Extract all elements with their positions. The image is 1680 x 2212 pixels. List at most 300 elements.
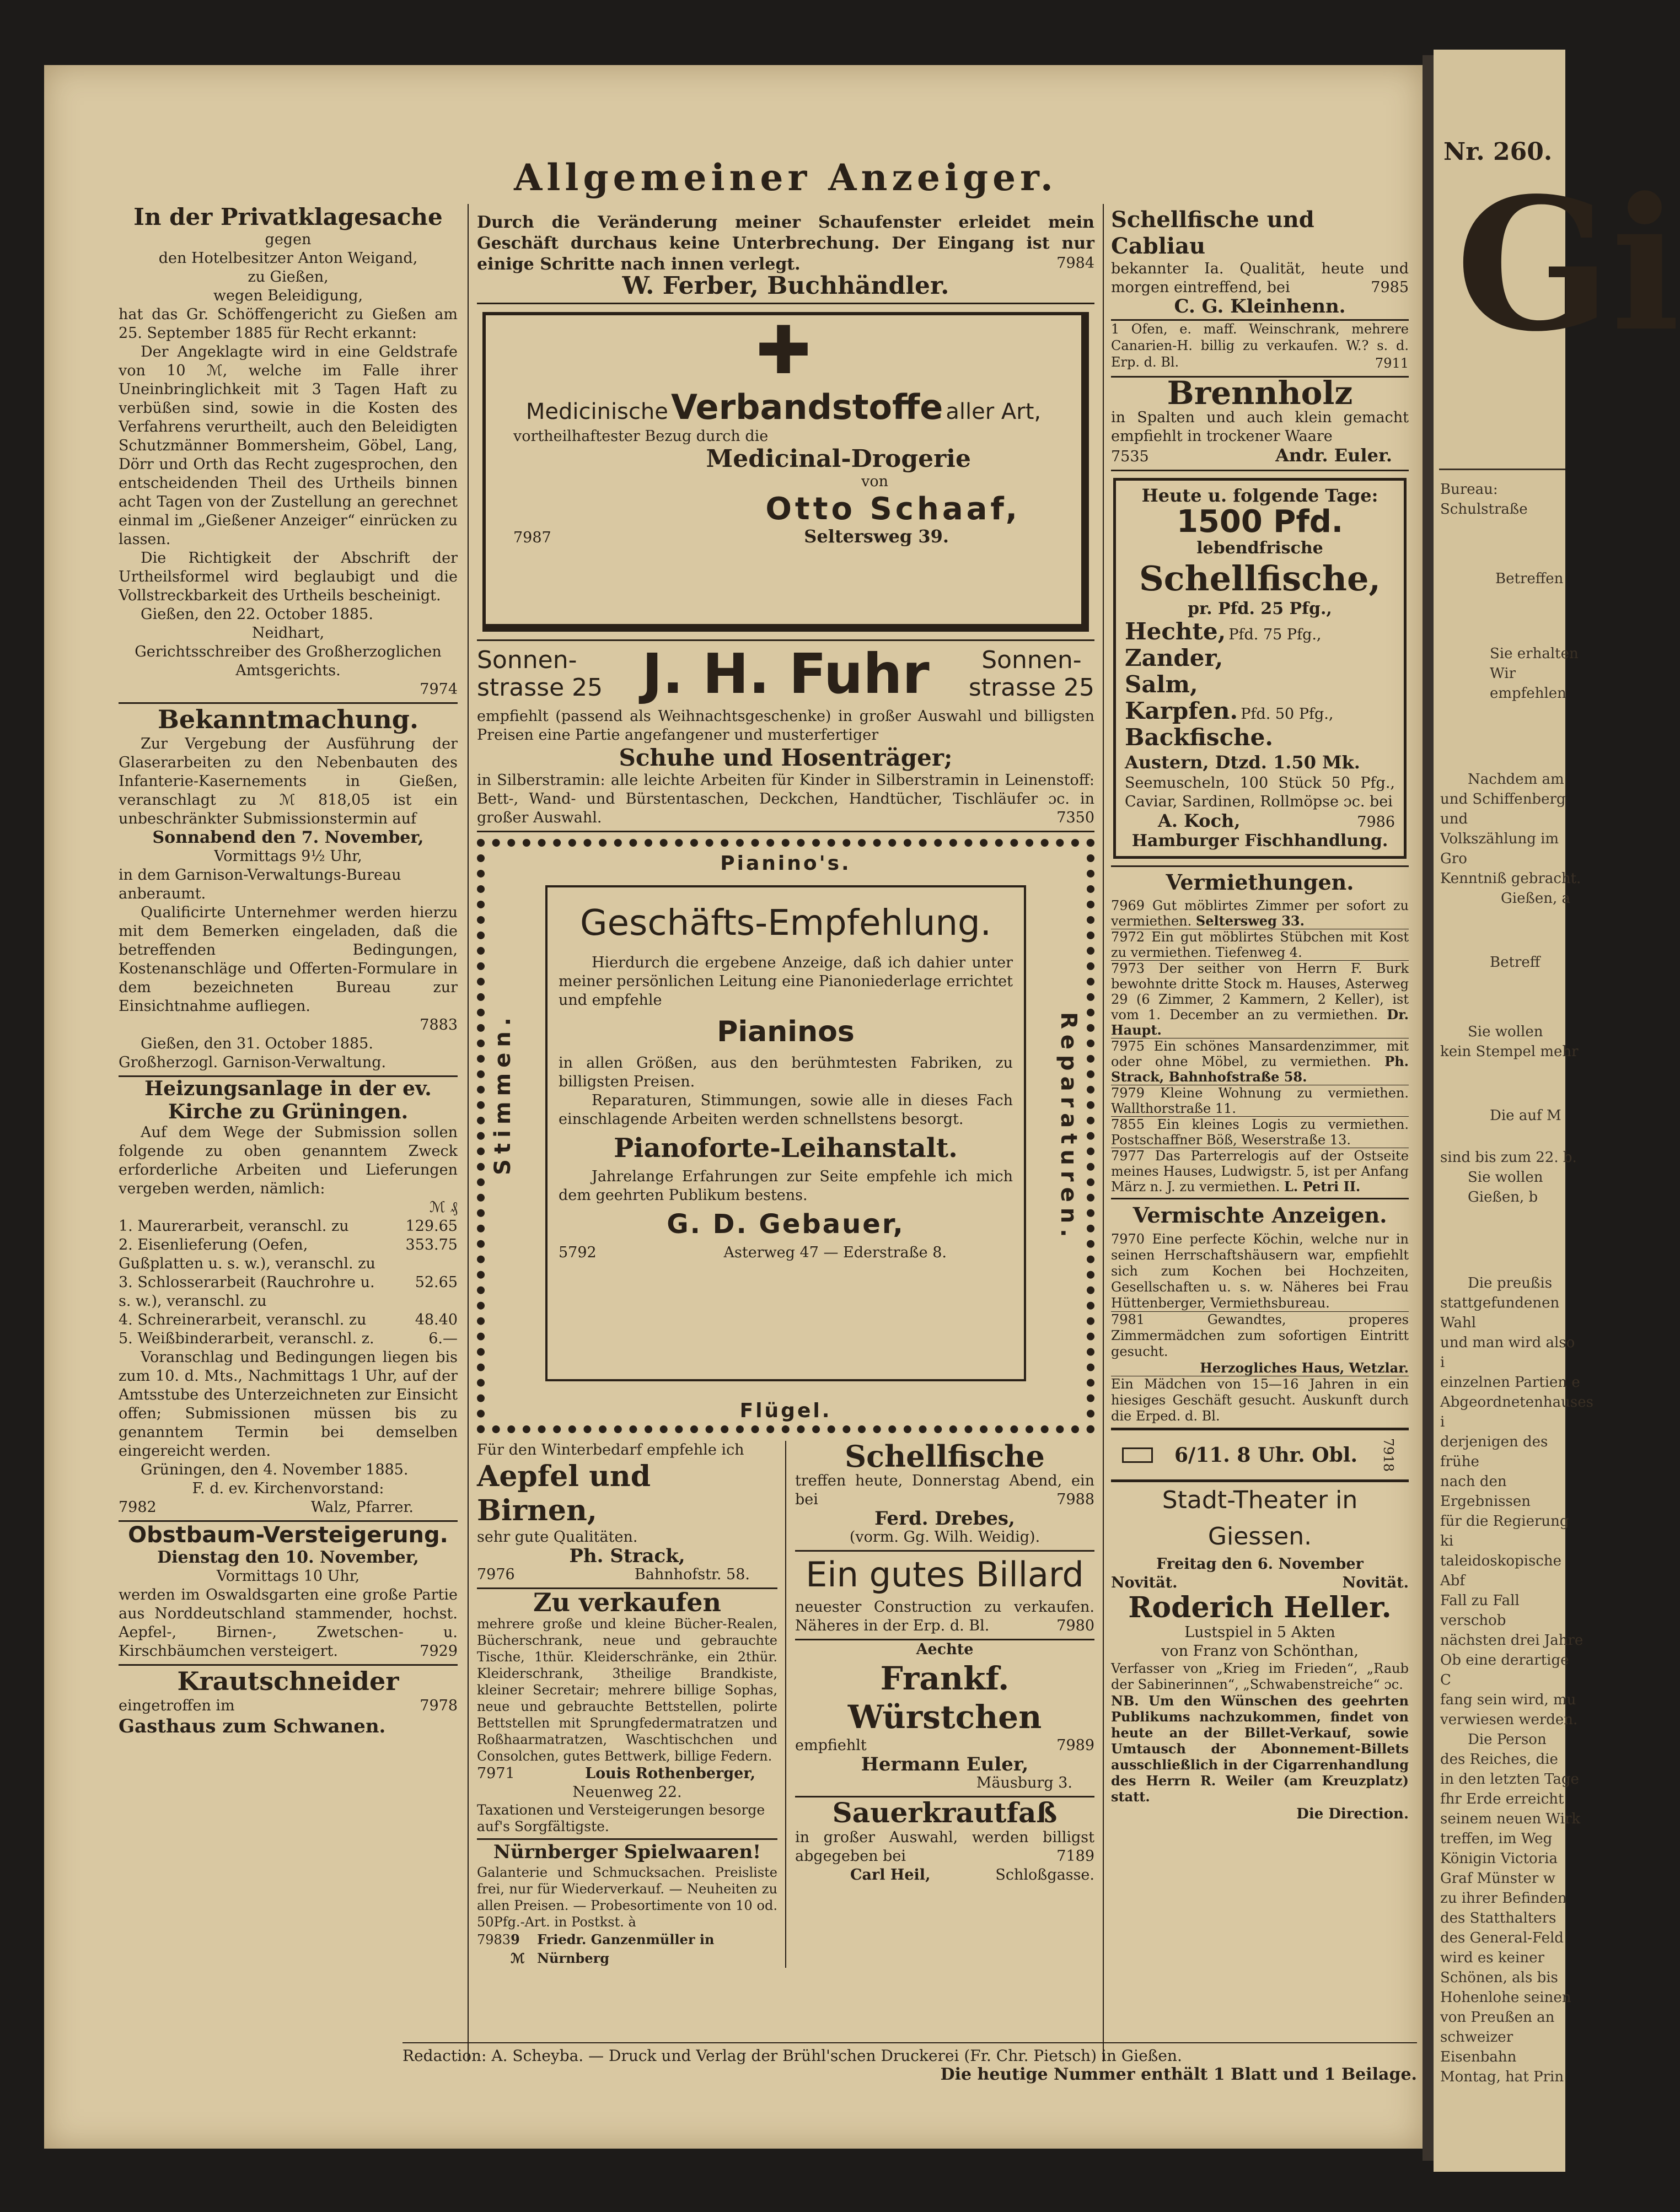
next-line: Volkszählung im Gro xyxy=(1440,831,1559,867)
koch-line2: lebendfrische xyxy=(1196,539,1323,558)
gebauer-leih: Pianoforte-Leihanstalt. xyxy=(614,1133,958,1164)
nuernberg-ad xyxy=(477,1840,777,1968)
billard-text: neuester Construction zu verkaufen. Näheres in der Erp. d. Bl. xyxy=(795,1599,1094,1634)
sauerkraut-title: Sauerkrautfaß xyxy=(832,1796,1058,1829)
ad-number: 7971 xyxy=(477,1765,515,1782)
gebauer-text3: Reparaturen, Stimmungen, sowie alle in dieses Fach einschlagende Arbeiten werden schnellstens besorgt. xyxy=(559,1092,1013,1128)
bekanntmachung-title: Bekanntmachung. xyxy=(158,704,418,734)
verkaufen-text: mehrere große und kleine Bücher-Realen, Bücherschrank, neue und gebrauchte Tische, 1thür. Kleiderschränke, ein 2thür. Kleiderschrank, 3theilige Brandkiste, kleiner Secretair; mehrere billige Sophas, neue und gebrauchte Bettstellen, polirte Bettstellen mit Sprungfedermatratzen und Roßhaarmatratzen, Waschtischchen und Consolchen, gutes Bettwerk, billige Federn. xyxy=(477,1616,777,1764)
gebauer-name: G. D. Gebauer, xyxy=(667,1209,905,1240)
koch-name: A. Koch, xyxy=(1158,810,1241,831)
vermiethung-body: Gut möblirtes Zimmer per sofort zu vermiethen. xyxy=(1111,898,1409,929)
schaaf-von: von xyxy=(861,473,888,490)
vermiethung-name: L. Petri II. xyxy=(1284,1178,1361,1194)
next-line: schweizer Eisenbahn xyxy=(1440,2029,1517,2065)
heizung-item-label: 3. Schlosserarbeit (Rauchrohre u. s. w.), veranschl. zu xyxy=(119,1274,375,1310)
next-line: Königin Victoria xyxy=(1440,1850,1558,1867)
vermiethung-text xyxy=(1111,961,1409,1038)
ad-number: 7535 xyxy=(1111,448,1149,465)
divider xyxy=(1111,470,1409,471)
next-line: nächsten drei Jahre xyxy=(1440,1632,1584,1649)
ad-number: 7883 xyxy=(420,1016,458,1034)
middle-column xyxy=(477,212,1094,1968)
strack-name: Ph. Strack, xyxy=(569,1545,685,1567)
obl-notice xyxy=(1111,1430,1409,1479)
book-spine xyxy=(1423,55,1434,2161)
koch-item xyxy=(1125,724,1395,751)
koch-item xyxy=(1125,645,1395,671)
billard-ad xyxy=(795,1552,1094,1635)
gebauer-ad xyxy=(477,839,1094,1433)
next-line: Wir empfehlen xyxy=(1490,665,1566,702)
next-line: nach den Ergebnissen xyxy=(1440,1473,1531,1510)
vermiethung-name: Wallthorstraße 11. xyxy=(1111,1101,1237,1116)
ad-number: 7350 xyxy=(1056,809,1094,826)
nuernberg-footer xyxy=(477,1930,777,1968)
kleinhenn-text: bekannter Ia. Qualität, heute und morgen eintreffend, bei xyxy=(1111,260,1409,296)
next-line: für die Regierung ki xyxy=(1440,1513,1569,1549)
gebauer-pianinos: Pianinos xyxy=(717,1015,855,1048)
fuhr-text2: in Silberstramin: alle leichte Arbeiten für Kinder in Silberstramin in Leinenstoff: Bett-, Wand- und Bürstentaschen, Deckchen, Handtücher, Tischläufer ɔc. in großer Auswahl. xyxy=(477,772,1094,826)
next-line: Die Person xyxy=(1468,1731,1547,1748)
rectangle-icon xyxy=(1122,1447,1153,1463)
next-line: und Schiffenberg und xyxy=(1440,791,1566,827)
ad-number: 7970 xyxy=(1111,1231,1145,1247)
next-line: Gießen, a xyxy=(1501,890,1571,907)
vermischte-body: Gewandtes, properes Zimmermädchen zum sofortigen Eintritt gesucht. xyxy=(1111,1312,1409,1359)
theater-author2: Verfasser von „Krieg im Frieden“, „Raub der Sabinerinnen“, „Schwabenstreiche“ ɔc. xyxy=(1111,1661,1409,1693)
vermiethung-text xyxy=(1111,1038,1409,1085)
fuhr-header xyxy=(477,641,1094,707)
bekanntmachung-notice xyxy=(119,704,458,1072)
next-line: zu ihrer Befinden xyxy=(1440,1890,1567,1907)
next-line: und man wird also i xyxy=(1440,1334,1575,1371)
koch-item-name: Karpfen. xyxy=(1125,697,1238,724)
vermiethung-body: Kleine Wohnung zu vermiethen. xyxy=(1160,1085,1409,1101)
vermiethung-text xyxy=(1111,1117,1409,1148)
ad-number: 7979 xyxy=(1111,1085,1145,1101)
bekanntmachung-date-line: Sonnabend den 7. November, xyxy=(152,828,424,847)
wuerstchen-text: empfiehlt xyxy=(795,1737,867,1754)
bekanntmachung-date: Gießen, den 31. October 1885. xyxy=(141,1035,373,1052)
privatklage-line: den Hotelbesitzer Anton Weigand, xyxy=(158,250,418,267)
vermiethungen-title: Vermiethungen. xyxy=(1166,870,1354,895)
gebauer-inner xyxy=(545,885,1026,1381)
next-line: Ob eine derartige C xyxy=(1440,1652,1569,1688)
strack-big: Aepfel und Birnen, xyxy=(477,1460,651,1527)
gebauer-left: Stimmen. xyxy=(490,1012,516,1175)
next-line: Sie wollen xyxy=(1468,1024,1543,1040)
kraut-notice xyxy=(119,1666,458,1737)
vermiethung-name: Seltersweg 33. xyxy=(1195,913,1305,929)
heizung-item-value: 6.— xyxy=(428,1330,458,1347)
sauerkraut-name: Carl Heil, xyxy=(850,1866,931,1883)
koch-item xyxy=(1125,698,1395,724)
vermischte-sign: Herzogliches Haus, Wetzlar. xyxy=(1200,1360,1409,1376)
koch-item-name: Salm, xyxy=(1125,671,1198,698)
middle-split xyxy=(477,1441,1094,1968)
ad-number: 7983 xyxy=(477,1932,511,1947)
theater-nov-right: Novität. xyxy=(1342,1574,1409,1592)
verkaufen-tax: Taxationen und Versteigerungen besorge auf's Sorgfältigste. xyxy=(477,1802,765,1834)
koch-title: Schellfische, xyxy=(1139,558,1381,599)
obstbaum-notice xyxy=(119,1522,458,1661)
page-title: Allgemeiner Anzeiger. xyxy=(514,156,1058,199)
heizung-date: Grüningen, den 4. November 1885. xyxy=(141,1461,409,1478)
vermiethung-body: Ein gut möblirtes Stübchen mit Kost zu vermiethen. xyxy=(1111,929,1409,960)
brennholz-ad xyxy=(1111,374,1409,466)
koch-line3: pr. Pfd. 25 Pfg., xyxy=(1188,599,1332,618)
kraut-row xyxy=(119,1697,458,1715)
heizung-signer-title: F. d. ev. Kirchenvorstand: xyxy=(192,1480,384,1497)
koch-austern: Austern, Dtzd. 1.50 Mk. xyxy=(1125,752,1360,773)
sauerkraut-ad xyxy=(795,1797,1094,1885)
ferber-text: Durch die Veränderung meiner Schaufenster erleidet mein Geschäft durchaus keine Unterbrechung. Der Eingang ist nur einige Schritte nach innen verlegt. xyxy=(477,213,1094,274)
next-page-masthead: Gi xyxy=(1456,158,1680,372)
vermischte-title: Vermischte Anzeigen. xyxy=(1132,1203,1387,1228)
ad-number: 7986 xyxy=(1357,814,1395,831)
heizung-item xyxy=(119,1217,458,1236)
koch-shop: Hamburger Fischhandlung. xyxy=(1131,831,1388,851)
column-rule xyxy=(1103,204,1104,2062)
gebauer-top: Pianino's. xyxy=(720,852,851,875)
theater-novelty xyxy=(1111,1574,1409,1592)
brennholz-title: Brennholz xyxy=(1167,374,1353,412)
next-page-text xyxy=(1440,480,1593,2087)
vermiethung-name: Ph. Strack, Bahnhofstraße 58. xyxy=(1111,1053,1409,1085)
koch-line1: Heute u. folgende Tage: xyxy=(1141,485,1378,506)
nuernberg-title: Nürnberger Spielwaaren! xyxy=(493,1841,761,1863)
ad-number: 7929 xyxy=(420,1643,458,1660)
middle-sub-right xyxy=(786,1441,1094,1968)
ad-number: 7984 xyxy=(1056,255,1094,272)
ferber-ad xyxy=(477,212,1094,299)
verkaufen-ad xyxy=(477,1589,777,1835)
koch-item-price: Pfd. 50 Pfg., xyxy=(1241,706,1334,723)
divider xyxy=(477,303,1094,304)
next-line: des Reiches, die xyxy=(1440,1751,1558,1768)
next-line: Die preußis xyxy=(1468,1275,1553,1291)
privatklage-judgment: Der Angeklagte wird in eine Geldstrafe von 10 ℳ, welche im Falle ihrer Uneinbringlichkeit mit 3 Tagen Haft zu verbüßen sind, sowie in die Kosten des Verfahrens verurtheilt, auch den Beleidigten Schutzmänner Bommersheim, Göbel, Lang, Dörr und Orth das Recht zugesprochen, den entscheidenden Theil des Urtheils binnen acht Tagen von der Zustellung an gerechnet einmal im „Gießener Anzeiger“ einrücken zu lassen. xyxy=(119,343,458,548)
theater-ad xyxy=(1111,1482,1409,1823)
kleinhenn-ad xyxy=(1111,207,1409,316)
vermiethungen-section xyxy=(1111,867,1409,1194)
vermischte-text xyxy=(1111,1231,1409,1311)
ad-number: 7977 xyxy=(1111,1148,1145,1164)
next-line: sind bis zum 22. b. xyxy=(1440,1149,1577,1166)
footer-imprint: Redaction: A. Scheyba. — Druck und Verlag der Brühl'schen Druckerei (Fr. Chr. Pietsch) in Gießen. xyxy=(402,2047,1182,2065)
next-line: Hohenlohe seinen xyxy=(1440,1989,1571,2006)
footer xyxy=(402,2042,1417,2084)
heizung-item xyxy=(119,1273,458,1311)
wuerstchen-name: Hermann Euler, xyxy=(861,1753,1029,1775)
wuerstchen-addr: Mäusburg 3. xyxy=(976,1774,1072,1791)
heizung-item xyxy=(119,1330,458,1348)
gebauer-text: Hierdurch die ergebene Anzeige, daß ich dahier unter meiner persönlichen Leitung eine Pianoniederlage errichtet und empfehle xyxy=(559,954,1013,1009)
ad-number: 7987 xyxy=(513,529,551,546)
privatklage-line: wegen Beleidigung, xyxy=(213,287,363,304)
schaaf-addr: Seltersweg 39. xyxy=(804,526,949,547)
theater-genre: Lustspiel in 5 Akten xyxy=(1184,1624,1335,1641)
strack-footer xyxy=(477,1565,777,1584)
schaaf-headline xyxy=(486,387,1081,427)
ad-number: 7976 xyxy=(477,1566,515,1583)
privatklage-signer: Neidhart, xyxy=(251,625,325,642)
theater-play: Roderich Heller. xyxy=(1128,1591,1392,1625)
theater-date: Freitag den 6. November xyxy=(1156,1556,1364,1573)
next-line: fang sein wird, mu xyxy=(1440,1692,1576,1708)
sauerkraut-footer xyxy=(795,1866,1094,1885)
divider xyxy=(477,831,1094,832)
next-line: verwiesen werden. xyxy=(1440,1712,1578,1728)
sauerkraut-text: in großer Auswahl, werden billigst abgegeben bei xyxy=(795,1829,1094,1865)
koch-item xyxy=(1125,671,1395,698)
next-page-number: Nr. 260. xyxy=(1443,138,1553,166)
footer-note: Die heutige Nummer enthält 1 Blatt und 1 Beilage. xyxy=(940,2065,1417,2084)
next-line: treffen, im Weg xyxy=(1440,1831,1553,1847)
ad-number: 7975 xyxy=(1111,1038,1145,1054)
privatklage-date: Gießen, den 22. October 1885. xyxy=(141,606,373,623)
vermischte-body: Eine perfecte Köchin, welche nur in seinen Herrschaftshäusern war, empfiehlt sich zum Kochen bei Hochzeiten, Gesellschaften u. s. w. Näheres bei Frau Hüttenberger, Vermiethsbureau. xyxy=(1111,1231,1409,1311)
koch-footer xyxy=(1125,811,1395,832)
theater-nb: NB. Um den Wünschen des geehrten Publikums nachzukommen, findet von heute an der Billet-Verkauf, sowie Umtausch der Abonnement-Billets ausschließlich in der Cigarrenhandlung des Herrn R. Weiler (am Kreuzplatz) statt. xyxy=(1111,1693,1409,1805)
brennholz-footer xyxy=(1111,446,1409,466)
next-line: von Preußen an xyxy=(1440,2009,1555,2026)
next-line: taleidoskopische Abf xyxy=(1440,1553,1562,1589)
next-line: Betreffen xyxy=(1495,571,1564,587)
fuhr-address-left: Sonnen- strasse 25 xyxy=(477,646,603,702)
heizung-item-value: 52.65 xyxy=(415,1274,458,1291)
strack-addr: Bahnhofstr. 58. xyxy=(634,1566,750,1583)
ad-number: 7969 xyxy=(1111,898,1145,913)
vermiethung-name: Tiefenweg 4. xyxy=(1215,945,1302,960)
vermischte-section xyxy=(1111,1199,1409,1424)
next-line: wird es keiner xyxy=(1440,1950,1544,1966)
heizung-item-label: 2. Eisenlieferung (Oefen, Gußplatten u. s. w.), veranschl. zu xyxy=(119,1236,375,1272)
ad-number: 7985 xyxy=(1371,279,1409,296)
obstbaum-time: Vormittags 10 Uhr, xyxy=(216,1568,360,1585)
strack-intro: Für den Winterbedarf empfehle ich xyxy=(477,1441,744,1458)
koch-item-price: Pfd. 75 Pfg., xyxy=(1228,626,1322,643)
ad-number: 7974 xyxy=(420,681,458,698)
ad-number: 7989 xyxy=(1056,1737,1094,1754)
next-line: des General-Feld xyxy=(1440,1930,1564,1946)
gebauer-bottom: Flügel. xyxy=(739,1400,832,1422)
gebauer-footer xyxy=(559,1244,1013,1262)
ad-number: 7978 xyxy=(420,1697,458,1714)
fuhr-address-right: Sonnen- strasse 25 xyxy=(968,646,1094,702)
verkaufen-addr: Neuenweg 22. xyxy=(572,1784,682,1801)
vermiethung-item xyxy=(1111,898,1409,929)
schaaf-head-post: aller Art, xyxy=(946,399,1042,424)
heizung-item xyxy=(119,1236,458,1273)
ferber-name: W. Ferber, Buchhändler. xyxy=(622,272,949,300)
koch-item-name: Zander, xyxy=(1125,644,1223,671)
ad-number: 7189 xyxy=(1056,1848,1094,1865)
vermiethung-text xyxy=(1111,1148,1409,1194)
koch-text: Seemuscheln, 100 Stück 50 Pfg., Caviar, Sardinen, Rollmöpse ɔc. bei xyxy=(1125,774,1395,810)
next-line: Bureau: Schulstraße xyxy=(1440,481,1528,518)
ad-number: 5792 xyxy=(559,1244,597,1261)
heizung-text2: Voranschlag und Bedingungen liegen bis zum 10. d. Mts., Nachmittags 1 Uhr, auf der Amtsstube des Unterzeichneten zur Einsicht offen; Submissionen müssen bis zu genanntem Termin bei demselben eingereicht werden. xyxy=(119,1349,458,1460)
column-rule xyxy=(468,204,469,2062)
bekanntmachung-place: in dem Garnison-Verwaltungs-Bureau anberaumt. xyxy=(119,866,401,902)
fuhr-text: empfiehlt (passend als Weihnachtsgeschenke) in großer Auswahl und billigsten Preisen eine Partie angefangener und musterfertiger xyxy=(477,708,1094,744)
next-line: Kenntniß gebracht. xyxy=(1440,870,1581,887)
verkaufen-title: Zu verkaufen xyxy=(533,1587,721,1617)
next-line: fhr Erde erreicht xyxy=(1440,1791,1564,1807)
gebauer-right: Reparaturen. xyxy=(1056,1012,1081,1243)
next-page xyxy=(1434,50,1680,2172)
next-line: des Statthalters xyxy=(1440,1910,1556,1926)
nuernberg-price: 9 ℳ xyxy=(511,1931,525,1966)
heizung-title: Heizungsanlage in der ev. Kirche zu Grüningen. xyxy=(144,1077,432,1123)
vermiethung-body: Ein schönes Mansardenzimmer, mit oder ohne Möbel, zu vermiethen. xyxy=(1111,1038,1409,1069)
next-line: in den letzten Tage xyxy=(1440,1771,1579,1788)
koch-item xyxy=(1125,618,1395,645)
next-line: Gießen, b xyxy=(1468,1189,1538,1205)
ad-number: 7973 xyxy=(1111,961,1145,976)
next-line: Abgeordnetenhauses i xyxy=(1440,1394,1593,1430)
heizung-text: Auf dem Wege der Submission sollen folgende zu oben genanntem Zweck erforderliche Arbeiten und Lieferungen vergeben werden, nämlich: xyxy=(119,1124,458,1197)
next-line: Schönen, als bis xyxy=(1440,1969,1558,1986)
next-line: seinem neuen Wirk xyxy=(1440,1811,1581,1827)
verkaufen-name: Louis Rothenberger, xyxy=(585,1765,755,1782)
ad-number: 7982 xyxy=(119,1499,157,1516)
privatklage-line: gegen xyxy=(265,231,312,248)
left-column xyxy=(119,204,458,1737)
fuhr-ad xyxy=(477,641,1094,827)
vermiethung-body: Der seither von Herrn F. Burk bewohnte dritte Stock m. Hauses, Asterweg 29 (6 Zimmer, 2 Kammern, 2 Keller), ist vom 1. December an zu vermiethen. xyxy=(1111,961,1409,1022)
ad-number: 7918 xyxy=(1380,1438,1396,1472)
koch-ad xyxy=(1113,478,1407,859)
sauerkraut-addr: Schloßgasse. xyxy=(995,1866,1094,1883)
gebauer-title: Geschäfts-Empfehlung. xyxy=(580,903,991,944)
bekanntmachung-signer: Großherzogl. Garnison-Verwaltung. xyxy=(119,1054,387,1071)
drebes-name: Ferd. Drebes, xyxy=(874,1508,1015,1530)
gebauer-text4: Jahrelange Erfahrungen zur Seite empfehle ich mich dem geehrten Publikum bestens. xyxy=(559,1168,1013,1204)
right-column xyxy=(1111,207,1409,1823)
heizung-item-label: 5. Weißbinderarbeit, veranschl. z. xyxy=(119,1330,374,1347)
next-line: derjenigen des frühe xyxy=(1440,1434,1548,1470)
obl-text: 6/11. 8 Uhr. Obl. xyxy=(1174,1443,1357,1467)
privatklage-line: zu Gießen, xyxy=(248,268,329,286)
nuernberg-text: Galanterie und Schmucksachen. Preisliste frei, nur für Wiederverkauf. — Neuheiten zu allen Preisen. — Probesortimente von 10 od. 50Pfg.-Art. in Postkst. à xyxy=(477,1865,777,1930)
heizung-item-label: 4. Schreinerarbeit, veranschl. zu xyxy=(119,1311,367,1328)
gebauer-text2: in allen Größen, aus den berühmtesten Fabriken, zu billigsten Preisen. xyxy=(559,1054,1013,1090)
kraut-title: Krautschneider xyxy=(177,1666,399,1696)
theater-nov-left: Novität. xyxy=(1111,1574,1178,1592)
schaaf-shop: Medicinal-Drogerie xyxy=(706,445,971,473)
wuerstchen-title: Frankf. Würstchen xyxy=(847,1660,1042,1736)
theater-author: von Franz von Schönthan, xyxy=(1161,1643,1359,1660)
kleinhenn-name: C. G. Kleinhenn. xyxy=(1174,295,1346,317)
drebes-title: Schellfische xyxy=(845,1439,1045,1474)
next-line: Nachdem am xyxy=(1468,771,1564,788)
next-line: Montag, hat Prin xyxy=(1440,2069,1564,2085)
wuerstchen-row xyxy=(795,1736,1094,1755)
vermischte-text xyxy=(1111,1312,1409,1360)
schaaf-head-big: Verbandstoffe xyxy=(670,387,943,427)
kraut-place: Gasthaus zum Schwanen. xyxy=(119,1715,386,1737)
vermiethung-body: Ein kleines Logis zu vermiethen. Postschaffner Böß, Weserstraße 13. xyxy=(1111,1117,1409,1148)
ofen-ad xyxy=(1111,321,1409,373)
bekanntmachung-text: Zur Vergebung der Ausführung der Glaserarbeiten zu den Nebenbauten des Infanterie-Kasernements in Gießen, veranschlagt zu ℳ 818,05 ist ein unbeschränkter Submissionstermin auf xyxy=(119,735,458,827)
vermiethung-text xyxy=(1111,898,1409,929)
next-line: Sie erhalten xyxy=(1490,645,1579,662)
strack-line: sehr gute Qualitäten. xyxy=(477,1529,638,1546)
bekanntmachung-time: Vormittags 9½ Uhr, xyxy=(214,848,362,865)
main-title xyxy=(477,156,1094,199)
wuerstchen-pre: Aechte xyxy=(916,1641,974,1658)
kleinhenn-title: Schellfische und Cabliau xyxy=(1111,207,1314,259)
vermischte-text: Ein Mädchen von 15—16 Jahren in ein hiesiges Geschäft gesucht. Auskunft durch die Erped. d. Bl. xyxy=(1111,1376,1409,1424)
next-line: Die auf M xyxy=(1490,1107,1561,1124)
wuerstchen-ad xyxy=(795,1640,1094,1793)
vermiethung-body: Das Parterrelogis auf der Ostseite meines Hauses, Ludwigstr. 5, ist per Anfang März n. J. zu vermiethen. xyxy=(1111,1148,1409,1194)
schaaf-footer xyxy=(486,527,1081,547)
middle-sub-left xyxy=(477,1441,786,1968)
privatklage-title: In der Privatklagesache xyxy=(133,203,443,230)
gebauer-addr: Asterweg 47 — Ederstraße 8. xyxy=(723,1244,947,1261)
privatklage-text: hat das Gr. Schöffengericht zu Gießen am 25. September 1885 für Recht erkannt: xyxy=(119,306,458,342)
heizung-signer: Walz, Pfarrer. xyxy=(310,1499,414,1516)
ad-number: 7980 xyxy=(1056,1617,1094,1634)
schaaf-name: Otto Schaaf, xyxy=(765,491,1021,527)
heizung-item-value: 48.40 xyxy=(415,1311,458,1328)
drebes-sub: (vorm. Gg. Wilh. Weidig). xyxy=(849,1529,1040,1546)
fuhr-big: Schuhe und Hosenträger; xyxy=(619,744,953,771)
kraut-line: eingetroffen im xyxy=(119,1697,235,1714)
next-line: Graf Münster w xyxy=(1440,1870,1555,1887)
heizung-item-label: 1. Maurerarbeit, veranschl. zu xyxy=(119,1218,349,1235)
privatklage-notice xyxy=(119,204,458,699)
fuhr-name: J. H. Fuhr xyxy=(642,642,930,706)
theater-sign: Die Direction. xyxy=(1296,1806,1409,1823)
privatklage-signer-title: Gerichtsschreiber des Großherzoglichen Amtsgerichts. xyxy=(135,643,442,679)
verkaufen-footer xyxy=(477,1764,777,1783)
heizung-sign-row xyxy=(119,1498,458,1517)
ad-number: 7855 xyxy=(1111,1117,1145,1132)
next-line: Betreff xyxy=(1490,954,1541,971)
heizung-notice xyxy=(119,1077,458,1517)
ad-number: 7988 xyxy=(1056,1491,1094,1508)
heizung-item xyxy=(119,1311,458,1330)
ad-number: 7911 xyxy=(1375,356,1409,371)
koch-item-name: Hechte, xyxy=(1125,618,1226,645)
obstbaum-title: Obstbaum-Versteigerung. xyxy=(128,1522,448,1548)
next-line: Fall zu Fall verschob xyxy=(1440,1592,1520,1629)
ad-number: 7972 xyxy=(1111,929,1145,945)
next-line: stattgefundenen Wahl xyxy=(1440,1295,1560,1331)
heizung-item-value: 353.75 xyxy=(405,1236,458,1253)
heizung-unit: ℳ ₰ xyxy=(430,1199,458,1216)
schaaf-head-pre: Medicinische xyxy=(525,399,668,424)
theater-title: Stadt-Theater in Giessen. xyxy=(1162,1486,1358,1551)
schaaf-ad xyxy=(482,312,1089,632)
heizung-item-value: 129.65 xyxy=(405,1218,458,1235)
drebes-ad xyxy=(795,1441,1094,1547)
nuernberg-name: Friedr. Ganzenmüller in Nürnberg xyxy=(537,1931,715,1966)
ofen-text: 1 Ofen, e. maff. Weinschrank, mehrere Canarien-H. billig zu verkaufen. W.? s. d. Erp. d. Bl. xyxy=(1111,321,1409,370)
vermiethung-name: Dr. Haupt. xyxy=(1111,1007,1409,1038)
next-line: kein Stempel mehr xyxy=(1440,1043,1579,1060)
privatklage-certification: Die Richtigkeit der Abschrift der Urtheilsformel wird beglaubigt und die Vollstreckbarkeit des Urtheils bescheinigt. xyxy=(119,550,458,604)
obstbaum-date-line: Dienstag den 10. November, xyxy=(157,1548,419,1567)
strack-ad xyxy=(477,1441,777,1584)
schaaf-line: vortheilhaftester Bezug durch die xyxy=(513,428,769,445)
koch-big: 1500 Pfd. xyxy=(1176,504,1344,540)
